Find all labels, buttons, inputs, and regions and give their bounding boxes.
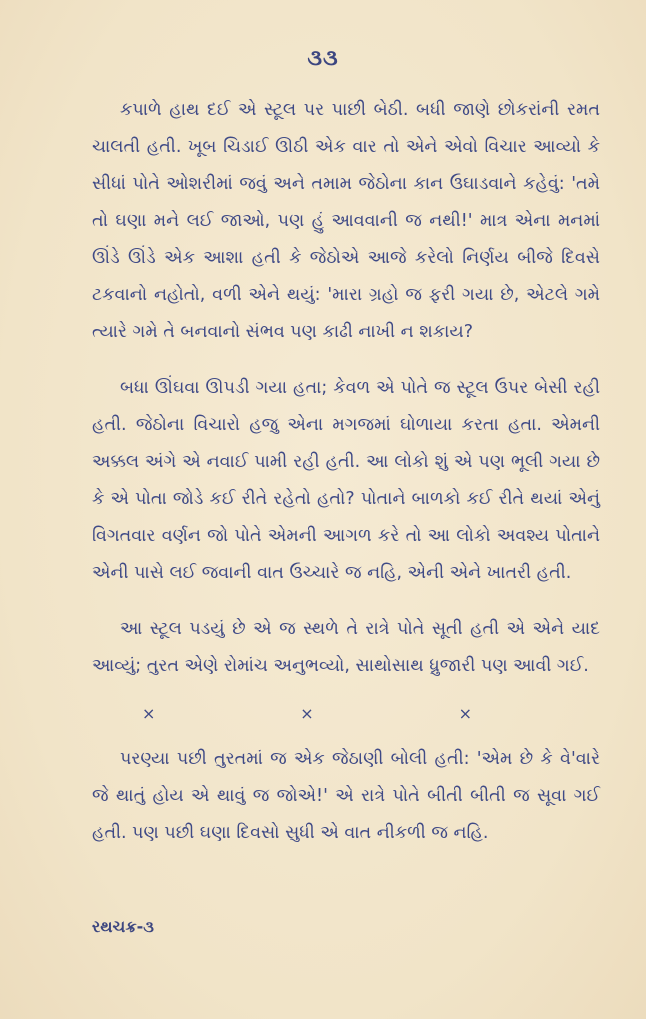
signature-mark: રથચક્ર-૩: [92, 917, 154, 936]
section-separator: [142, 704, 472, 723]
paragraph-2: બધા ઊંઘવા ઊપડી ગયા હતા; કેવળ એ પોતે જ સ્ટૂલ ઉપર બેસી રહી હતી. જેઠોના વિચારો હજુ એના મગજમાં ઘોળાયા કરતા હતા. એમની અક્કલ અંગે એ નવાઈ પામી રહી હતી. આ લોકો શું એ પણ ભૂલી ગયા છે કે એ પોતા જોડે કઈ રીતે રહેતો હતો? પોતાને બાળકો કઈ રીતે થયાં એનું વિગતવાર વર્ણન જો પોતે એમની આગળ કરે તો આ લોકો અવશ્ય પોતાને એની પાસે લઈ જવાની વાત ઉચ્ચારે જ નહિ, એની એને ખાતરી હતી.: [92, 378, 600, 583]
paragraph-3: આ સ્ટૂલ પડયું છે એ જ સ્થળે તે રાત્રે પોતે સૂતી હતી એ એને યાદ આવ્યું; તુરત એણે રોમાંચ અનુભવ્યો, સાથોસાથ ધ્રુજારી પણ આવી ગઈ.: [92, 619, 600, 676]
separator-mark: ×: [300, 704, 314, 723]
separator-mark: ×: [142, 704, 156, 723]
page-body: [92, 92, 600, 871]
paragraph-4: પરણ્યા પછી તુરતમાં જ એક જેઠાણી બોલી હતી: 'એમ છે કે વે'વારે જે થાતું હોય એ થાવું જ જોએ!' એ રાત્રે પોતે બીતી બીતી જ સૂવા ગઈ હતી. પણ પછી ઘણા દિવસો સુધી એ વાત નીકળી જ નહિ.: [92, 749, 600, 843]
separator-mark: ×: [458, 704, 472, 723]
page-number: ૩૩: [307, 46, 339, 71]
paragraph-1: કપાળે હાથ દઈ એ સ્ટૂલ પર પાછી બેઠી. બધી જાણે છોકરાંની રમત ચાલતી હતી. ખૂબ ચિડાઈ ઊઠી એક વાર તો એને એવો વિચાર આવ્યો કે સીધાં પોતે ઓશરીમાં જવું અને તમામ જેઠોના કાન ઉઘાડવાને કહેવું: 'તમે તો ઘણા મને લઈ જાઓ, પણ હું આવવાની જ નથી!' માત્ર એના મનમાં ઊંડે ઊંડે એક આશા હતી કે જેઠોએ આજે કરેલો નિર્ણય બીજે દિવસે ટકવાનો નહોતો, વળી એને થયું: 'મારા ગ્રહો જ ફરી ગયા છે, એટલે ગમે ત્યારે ગમે તે બનવાનો સંભવ પણ કાઢી નાખી ન શકાય?: [92, 100, 600, 342]
